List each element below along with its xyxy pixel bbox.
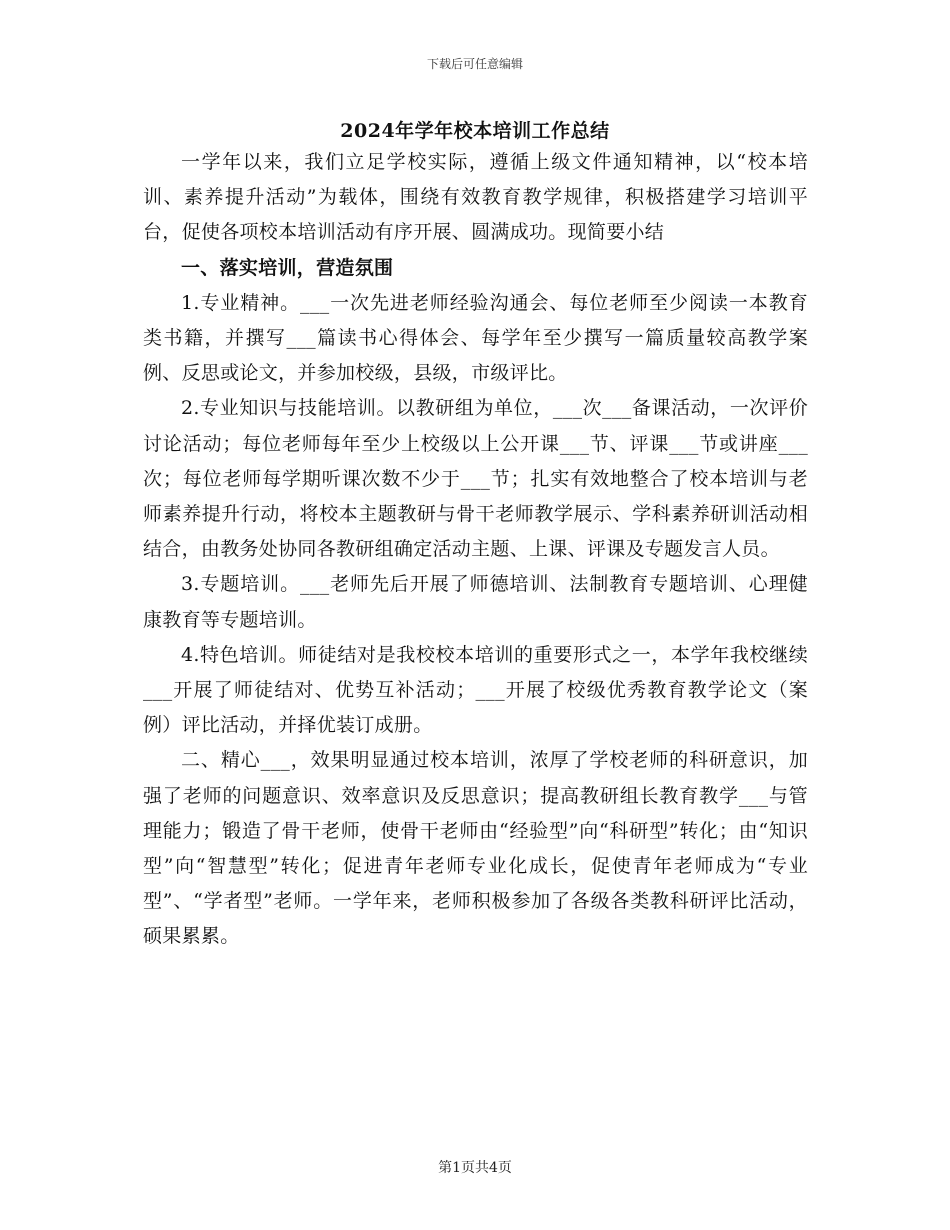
paragraph-intro: 一学年以来，我们立足学校实际，遵循上级文件通知精神，以“校本培训、素养提升活动”为载体，围绕有效教育教学规律，积极搭建学习培训平台，促使各项校本培训活动有序开展、圆满成功。现简要小结 bbox=[143, 151, 808, 244]
header-note: 下载后可任意编辑 bbox=[426, 57, 523, 71]
paragraph-item-1: 1.专业精神。___一次先进老师经验沟通会、每位老师至少阅读一本教育类书籍，并撰写___篇读书心得体会、每学年至少撰写一篇质量较高教学案例、反思或论文，并参加校级，县级，市级评比。 bbox=[143, 291, 808, 385]
paragraph-section-2: 二、精心___，效果明显通过校本培训，浓厚了学校老师的科研意识，加强了老师的问题意识、效率意识及反思意识；提高教研组长教育教学___与管理能力；锻造了骨干老师，使骨干老师由“经验型”向“科研型”转化；由“知识型”向“智慧型”转化；促进青年老师专业化成长，促使青年老师成为“专业型”、“学者型”老师。一学年来，老师积极参加了各级各类教科研评比活动，硕果累累。 bbox=[143, 749, 808, 948]
section-heading-1: 一、落实培训，营造氛围 bbox=[181, 256, 394, 279]
document-body bbox=[143, 145, 808, 955]
paragraph-item-4: 4.特色培训。师徒结对是我校校本培训的重要形式之一，本学年我校继续___开展了师徒结对、优势互补活动；___开展了校级优秀教育教学论文（案例）评比活动，并择优装订成册。 bbox=[143, 643, 808, 737]
page-footer: 第1页共4页 bbox=[438, 1160, 512, 1176]
paragraph-item-3: 3.专题培训。___老师先后开展了师德培训、法制教育专题培训、心理健康教育等专题培训。 bbox=[143, 573, 808, 631]
paragraph-item-2: 2.专业知识与技能培训。以教研组为单位，___次___备课活动，一次评价讨论活动；每位老师每年至少上校级以上公开课___节、评课___节或讲座___次；每位老师每学期听课次数不少于___节；扎实有效地整合了校本培训与老师素养提升行动，将校本主题教研与骨干老师教学展示、学科素养研训活动相结合，由教务处协同各教研组确定活动主题、上课、评课及专题发言人员。 bbox=[143, 397, 808, 561]
document-title: 2024年学年校本培训工作总结 bbox=[340, 120, 610, 142]
